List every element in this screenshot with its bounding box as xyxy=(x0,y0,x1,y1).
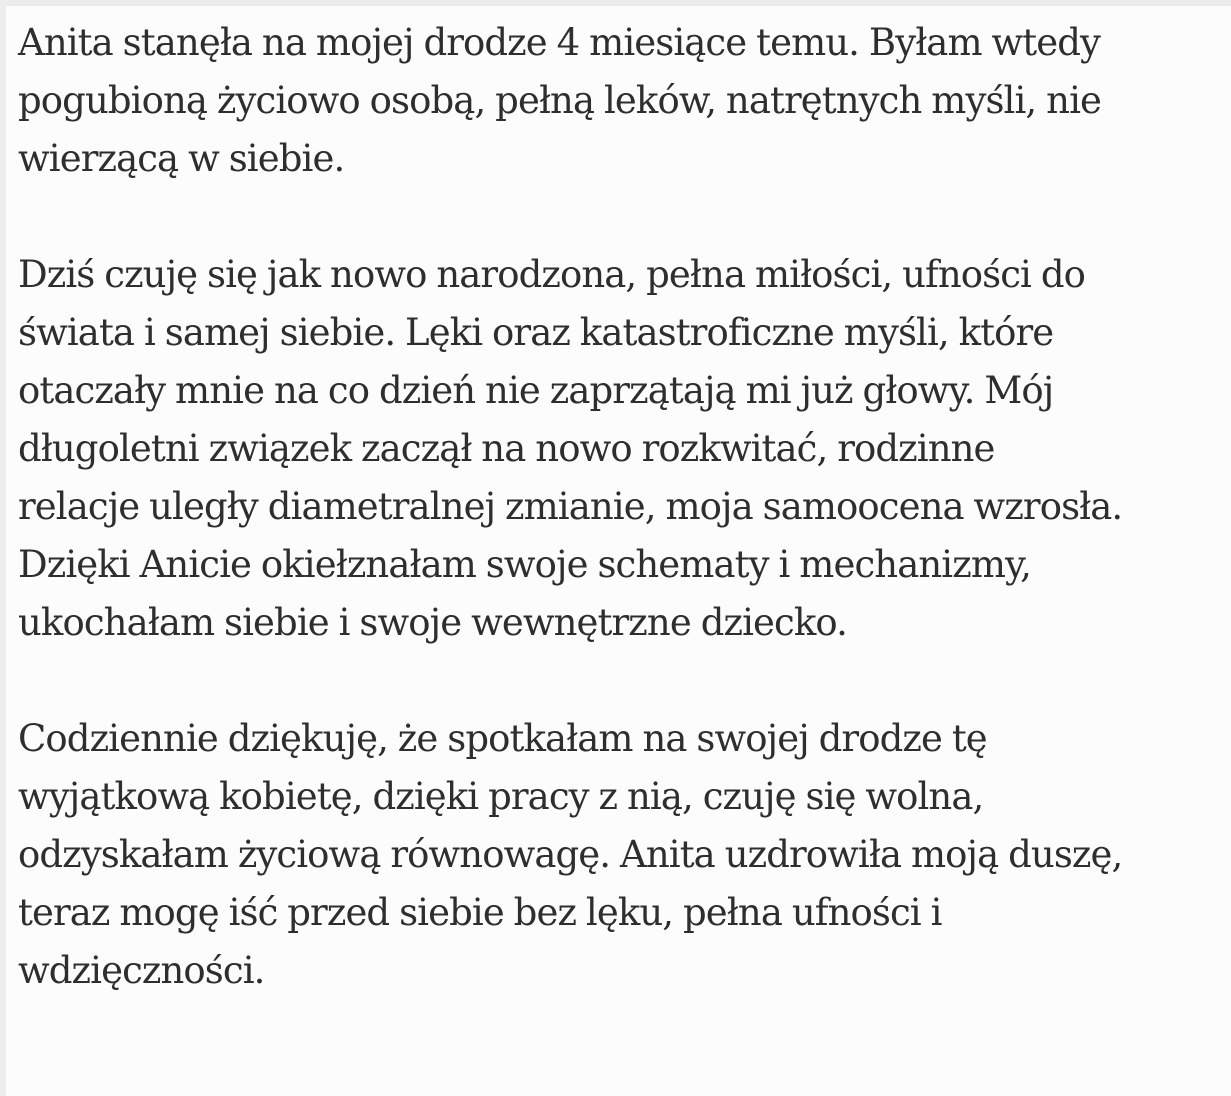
text-line: Dziś czuję się jak nowo narodzona, pełna miłości, ufności do xyxy=(18,253,1086,296)
paragraph-1 xyxy=(18,14,1218,188)
text-line: relacje uległy diametralnej zmianie, moja samoocena wzrosła. xyxy=(18,485,1123,528)
text-line: Dzięki Anicie okiełznałam swoje schematy i mechanizmy, xyxy=(18,543,1031,586)
text-line: Anita stanęła na mojej drodze 4 miesiące temu. Byłam wtedy xyxy=(18,21,1101,64)
text-line: wdzięczności. xyxy=(18,949,265,992)
paragraph-3 xyxy=(18,710,1218,1000)
text-line: otaczały mnie na co dzień nie zaprzątają mi już głowy. Mój xyxy=(18,369,1054,412)
text-line: wierzącą w siebie. xyxy=(18,137,345,180)
testimonial-text xyxy=(18,14,1218,1058)
text-line: odzyskałam życiową równowagę. Anita uzdrowiła moją duszę, xyxy=(18,833,1123,876)
text-line: wyjątkową kobietę, dzięki pracy z nią, czuję się wolna, xyxy=(18,775,984,818)
text-line: ukochałam siebie i swoje wewnętrzne dziecko. xyxy=(18,601,847,644)
text-line: teraz mogę iść przed siebie bez lęku, pełna ufności i xyxy=(18,891,942,934)
text-line: świata i samej siebie. Lęki oraz katastroficzne myśli, które xyxy=(18,311,1054,354)
page-left-edge xyxy=(0,0,6,1096)
text-line: długoletni związek zaczął na nowo rozkwitać, rodzinne xyxy=(18,427,995,470)
paragraph-2 xyxy=(18,246,1218,652)
text-line: pogubioną życiowo osobą, pełną leków, natrętnych myśli, nie xyxy=(18,79,1101,122)
page-top-edge xyxy=(0,0,1231,6)
text-line: Codziennie dziękuję, że spotkałam na swojej drodze tę xyxy=(18,717,987,760)
